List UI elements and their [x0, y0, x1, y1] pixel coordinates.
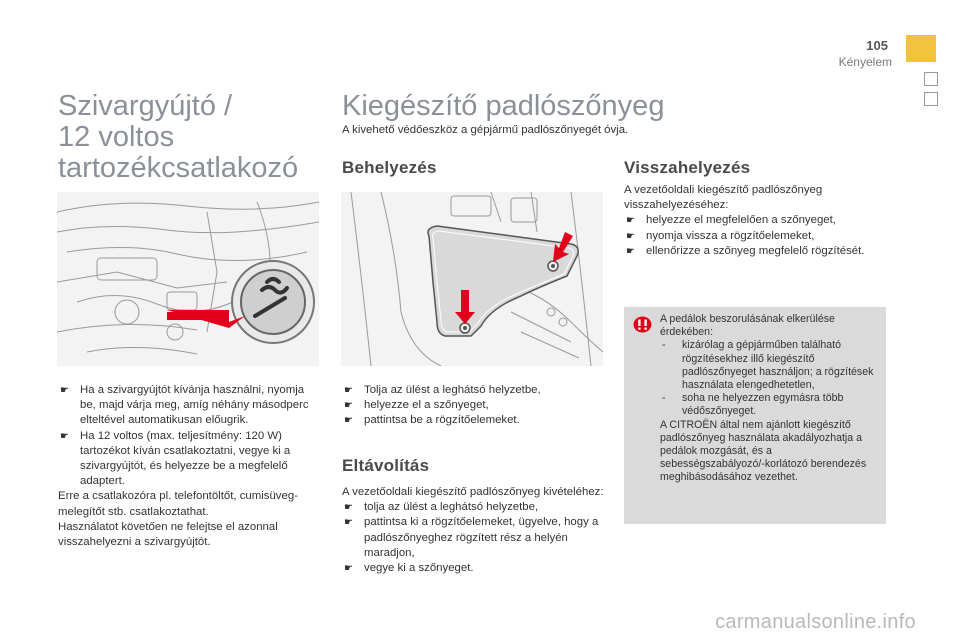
- main-section-subtitle: A kivehető védőeszköz a gépjármű padlószőnyegét óvja.: [342, 124, 629, 136]
- main-section-title: Kiegészítő padlószőnyeg: [342, 90, 665, 122]
- notice-item: - soha ne helyezzen egymásra több védőszőnyeget.: [662, 392, 844, 418]
- left-title-line: tartozékcsatlakozó: [58, 152, 299, 184]
- page-number: 105: [866, 38, 888, 53]
- paragraph: Erre a csatlakozóra pl. telefontöltőt, cumisüveg-melegítőt stb. csatlakoztathat.: [58, 490, 298, 518]
- warning-icon: [633, 316, 652, 333]
- left-title-line: Szivargyújtó /: [58, 90, 233, 122]
- notice-outro: A CITROËN által nem ajánlott kiegészítő padlószőnyeg használata akadályozhatja a pedálok mozgását, és a sebességszabályozó/-korlátozó berendezés meghibásodásához vezethet.: [660, 418, 867, 484]
- notice-item: - kizárólag a gépjárműben található rögzítésekhez illő kiegészítő padlószőnyeget használjon; a rögzítések használata elengedhetetlen,: [662, 339, 874, 392]
- behelyezes-body: [342, 383, 604, 429]
- heading-behelyezes: Behelyezés: [342, 158, 437, 177]
- heading-eltavolitas: Eltávolítás: [342, 456, 430, 475]
- paragraph: Használatot követően ne felejtse el azonnal visszahelyezni a szivargyújtót.: [58, 520, 278, 549]
- visszahelyezes-list: [624, 213, 894, 259]
- list-item: ☛ helyezze el megfelelően a szőnyeget,: [624, 213, 894, 228]
- notice-intro: A pedálok beszorulásának elkerülése érdekében:: [660, 313, 835, 339]
- list-item: ☛ nyomja vissza a rögzítőelemeket,: [624, 229, 894, 244]
- list-item: ☛ Ha 12 voltos (max. teljesítmény: 120 W) tartozékot kíván csatlakoztatni, vegye ki a szivargyújtót, és helyezze be a megfelelő adaptert.: [58, 429, 322, 490]
- warning-notice: [624, 307, 886, 524]
- left-title-line: 12 voltos: [58, 121, 175, 153]
- eltavolitas-body: [342, 485, 604, 576]
- list-item: ☛ tolja az ülést a leghátsó helyzetbe,: [342, 500, 604, 515]
- cigarette-lighter-illustration: [57, 192, 319, 366]
- left-section-title: [58, 91, 338, 184]
- visszahelyezes-body: [624, 183, 894, 259]
- lighter-instruction-list: [58, 383, 322, 489]
- chapter-tab-outline: [924, 92, 938, 106]
- list-item: ☛ helyezze el a szőnyeget,: [342, 398, 604, 413]
- floor-mat-illustration: [341, 192, 603, 366]
- paragraph: A vezetőoldali kiegészítő padlószőnyeg kivételéhez:: [342, 486, 604, 498]
- heading-visszahelyezes: Visszahelyezés: [624, 158, 751, 177]
- notice-item-text: soha ne helyezzen egymásra több védőszőnyeget.: [682, 392, 844, 418]
- list-item: ☛ vegye ki a szőnyeget.: [342, 561, 604, 576]
- eltavolitas-list: [342, 500, 604, 576]
- chapter-tab-active: [906, 35, 936, 62]
- list-item: ☛ ellenőrizze a szőnyeg megfelelő rögzítését.: [624, 244, 894, 259]
- behelyezes-list: [342, 383, 604, 429]
- paragraph: A vezetőoldali kiegészítő padlószőnyeg visszahelyezéséhez:: [624, 184, 823, 212]
- list-item: ☛ pattintsa be a rögzítőelemeket.: [342, 413, 604, 428]
- left-body: [58, 383, 322, 550]
- notice-item-text: kizárólag a gépjárműben található rögzítésekhez illő kiegészítő padlószőnyeget használjon; a rögzítések használata elengedhetetlen,: [682, 339, 874, 392]
- list-item: ☛ pattintsa ki a rögzítőelemeket, ügyelve, hogy a padlószőnyeghez rögzített rész a helyén maradjon,: [342, 515, 604, 561]
- watermark: carmanualsonline.info: [715, 611, 916, 633]
- section-name: Kényelem: [838, 55, 892, 69]
- list-item: ☛ Tolja az ülést a leghátsó helyzetbe,: [342, 383, 604, 398]
- list-item: ☛ Ha a szivargyújtót kívánja használni, nyomja be, majd várja meg, amíg néhány másodperc elteltével automatikusan előugrik.: [58, 383, 322, 429]
- chapter-tab-outline: [924, 72, 938, 86]
